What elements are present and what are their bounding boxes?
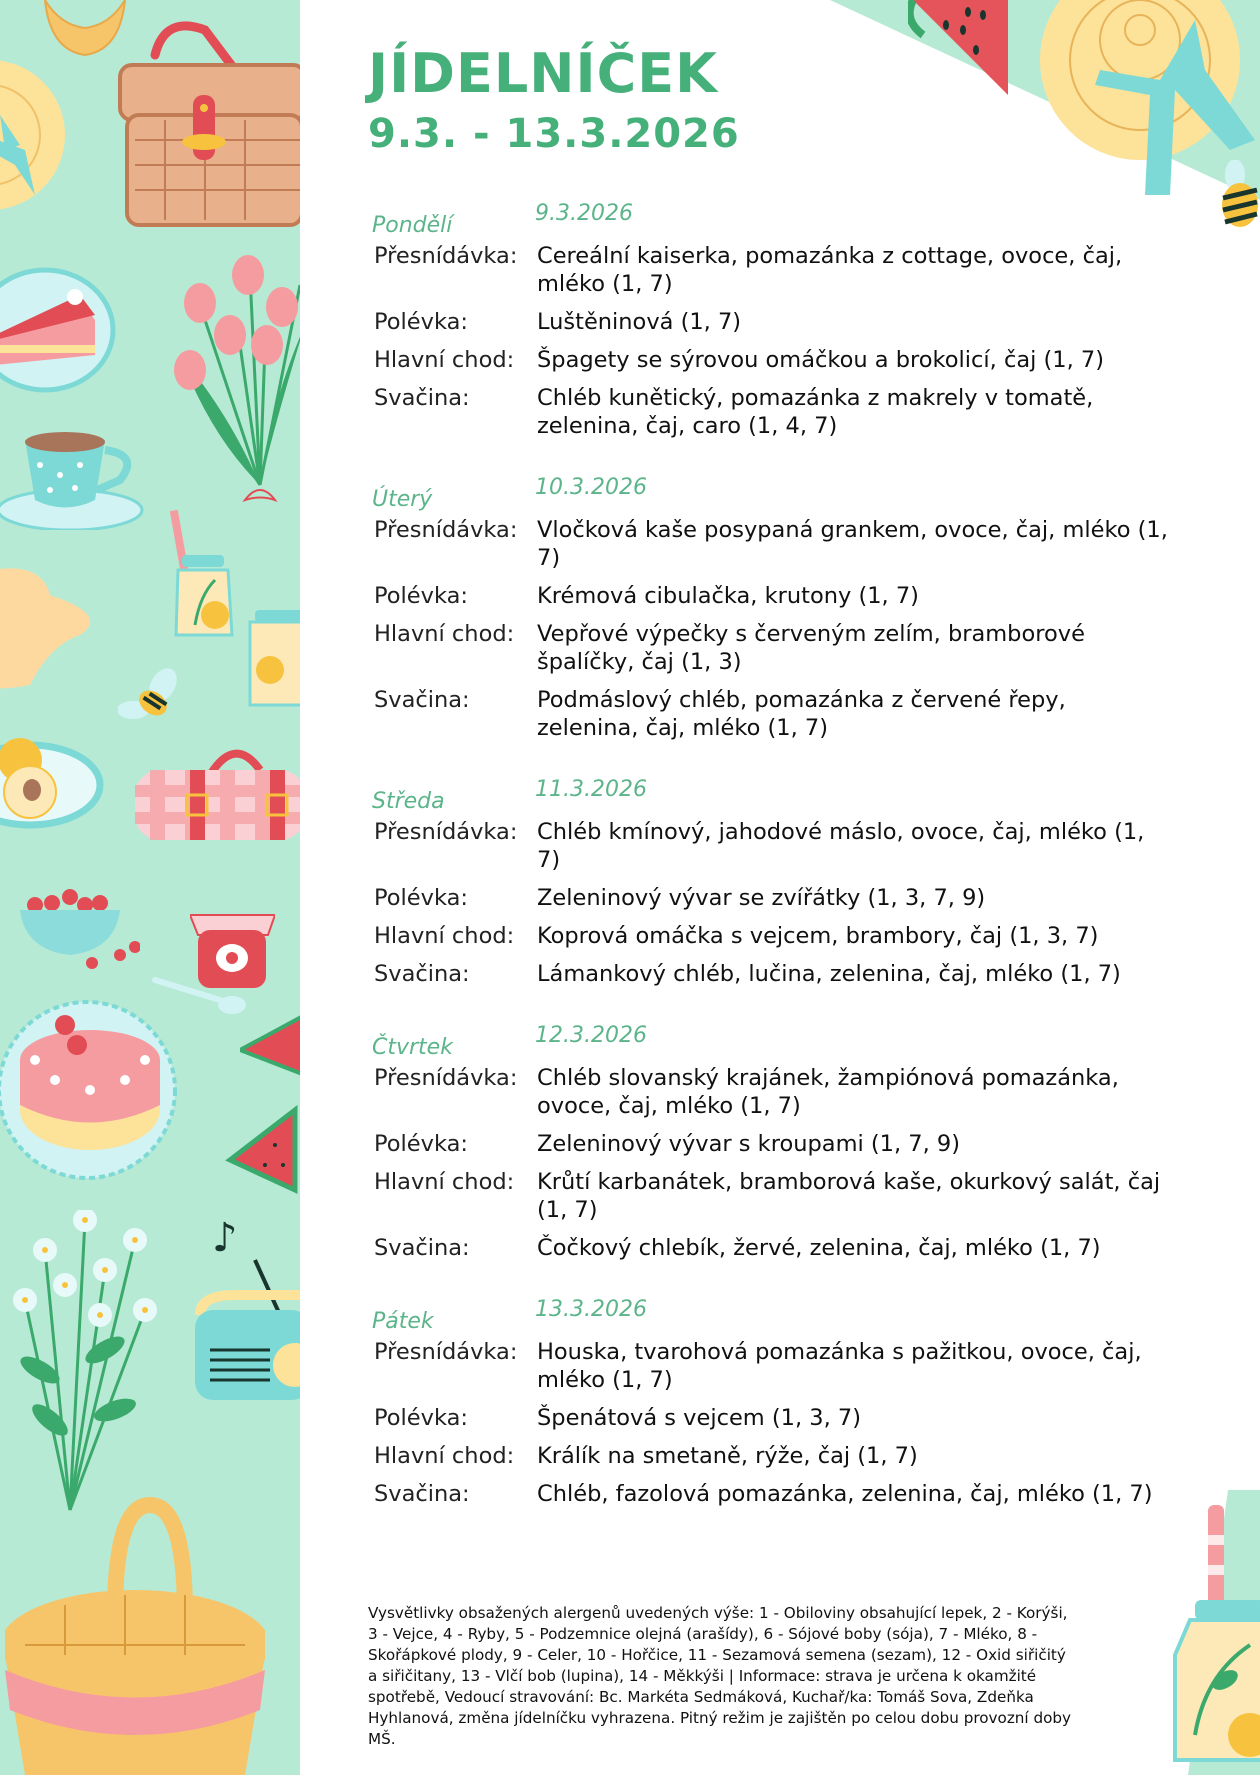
- meal-text: Koprová omáčka s vejcem, brambory, čaj (1, 3, 7): [537, 923, 1099, 949]
- meal-label: Svačina:: [374, 1481, 470, 1507]
- picnic-blanket-icon: [135, 740, 300, 840]
- meal-label: Polévka:: [374, 309, 468, 335]
- picnic-basket-icon: [115, 10, 300, 230]
- meal-text: Chléb slovanský krajánek, žampiónová pomazánka, ovoce, čaj, mléko (1, 7): [537, 1065, 1119, 1119]
- picnic-basket-icon: [5, 1495, 265, 1775]
- date-range: 9.3. - 13.3.2026: [368, 111, 740, 157]
- straw-hat-icon: [0, 55, 70, 215]
- meal-label: Polévka:: [374, 1131, 468, 1157]
- peach-plate-icon: [0, 730, 110, 830]
- meal-text: Zeleninový vývar se zvířátky (1, 3, 7, 9): [537, 885, 986, 911]
- meal-label: Hlavní chod:: [374, 347, 515, 373]
- bee-icon: [1215, 160, 1260, 235]
- meal-label: Svačina:: [374, 1235, 470, 1261]
- meal-row: [368, 308, 1188, 336]
- day-monday: [368, 196, 1188, 440]
- meal-text: Lámankový chléb, lučina, zelenina, čaj, mléko (1, 7): [537, 961, 1121, 987]
- day-tuesday: [368, 470, 1188, 742]
- meal-label: Přesnídávka:: [374, 243, 518, 269]
- bread-loaf-icon: [0, 555, 120, 695]
- meal-row: [368, 1442, 1188, 1470]
- meal-row: [368, 960, 1188, 988]
- menu-content: [368, 40, 1188, 1538]
- decorative-sidebar: [0, 0, 300, 1775]
- meal-label: Přesnídávka:: [374, 819, 518, 845]
- meal-row: [368, 686, 1188, 742]
- meal-row: [368, 884, 1188, 912]
- meal-text: Králík na smetaně, rýže, čaj (1, 7): [537, 1443, 918, 1469]
- meal-text: Podmáslový chléb, pomazánka z červené řepy, zelenina, čaj, mléko (1, 7): [537, 687, 1066, 741]
- watermelon-icon: [240, 1015, 300, 1085]
- meal-text: Čočkový chlebík, žervé, zelenina, čaj, mléko (1, 7): [537, 1235, 1101, 1261]
- meal-row: [368, 922, 1188, 950]
- meal-text: Špagety se sýrovou omáčkou a brokolicí, čaj (1, 7): [537, 347, 1105, 373]
- radio-icon: [195, 1255, 300, 1405]
- meal-label: Hlavní chod:: [374, 621, 515, 647]
- meal-row: [368, 1480, 1188, 1508]
- tulips-icon: [170, 255, 300, 520]
- day-name: Úterý: [372, 487, 433, 512]
- meal-label: Hlavní chod:: [374, 1169, 515, 1195]
- meal-label: Svačina:: [374, 961, 470, 987]
- meal-text: Vepřové výpečky s červeným zelím, bramborové špalíčky, čaj (1, 3): [537, 621, 1085, 675]
- cake-slice-icon: [0, 265, 120, 395]
- day-name: Čtvrtek: [372, 1035, 453, 1060]
- music-note-icon: ♪: [212, 1215, 238, 1261]
- meal-label: Polévka:: [374, 885, 468, 911]
- meal-row: [368, 1338, 1188, 1394]
- meal-row: [368, 1064, 1188, 1120]
- meal-row: [368, 818, 1188, 874]
- meal-text: Luštěninová (1, 7): [537, 309, 742, 335]
- strawberry-cake-icon: [0, 1000, 180, 1180]
- meal-text: Houska, tvarohová pomazánka s pažitkou, ovoce, čaj, mléko (1, 7): [537, 1339, 1142, 1393]
- meal-label: Polévka:: [374, 583, 468, 609]
- meal-label: Přesnídávka:: [374, 1339, 518, 1365]
- meal-label: Přesnídávka:: [374, 1065, 518, 1091]
- meal-label: Svačina:: [374, 687, 470, 713]
- meal-label: Hlavní chod:: [374, 923, 515, 949]
- meal-text: Chléb kunětický, pomazánka z makrely v tomatě, zelenina, čaj, caro (1, 4, 7): [537, 385, 1094, 439]
- bee-icon: [118, 665, 183, 730]
- day-name: Pátek: [372, 1309, 434, 1334]
- meal-text: Špenátová s vejcem (1, 3, 7): [537, 1405, 861, 1431]
- meal-text: Krůtí karbanátek, bramborová kaše, okurkový salát, čaj (1, 7): [537, 1169, 1161, 1223]
- meal-label: Svačina:: [374, 385, 470, 411]
- meal-row: [368, 242, 1188, 298]
- meal-text: Zeleninový vývar s kroupami (1, 7, 9): [537, 1131, 960, 1157]
- meal-row: [368, 1234, 1188, 1262]
- meal-text: Chléb kmínový, jahodové máslo, ovoce, čaj, mléko (1, 7): [537, 819, 1145, 873]
- lemonade-jar-icon: [245, 600, 300, 710]
- lemonade-jar-icon: [1170, 1505, 1260, 1770]
- day-friday: [368, 1292, 1188, 1508]
- cherries-bowl-icon: [20, 865, 140, 975]
- tea-cup-icon: [0, 420, 145, 530]
- meal-row: [368, 582, 1188, 610]
- meal-row: [368, 384, 1188, 440]
- day-name: Pondělí: [372, 213, 453, 238]
- page-title: JÍDELNÍČEK: [368, 42, 718, 105]
- meal-text: Krémová cibulačka, krutony (1, 7): [537, 583, 919, 609]
- day-date: 13.3.2026: [535, 1297, 647, 1322]
- meal-row: [368, 516, 1188, 572]
- day-date: 11.3.2026: [535, 777, 647, 802]
- meal-label: Polévka:: [374, 1405, 468, 1431]
- meal-row: [368, 1404, 1188, 1432]
- allergen-footnote: Vysvětlivky obsažených alergenů uvedených výše: 1 - Obiloviny obsahující lepek, 2 - Korýši, 3 - Vejce, 4 - Ryby, 5 - Podzemnice olejná (arašídy), 6 - Sójové boby (sója), 7 - Mléko, 8 - Skořápkové plody, 9 - Celer, 10 - Hořčice, 11 - Sezamová semena (sezam), 12 - Oxid siřičitý a siřičitany, 13 - Vlčí bob (lupina), 14 - Měkkýši | Informace: strava je určena k okamžité spotřebě, Vedoucí stravování: Bc. Markéta Sedmáková, Kuchař/ka: Tomáš Sova, Zdeňka Hyhlanová, změna jídelníčku vyhrazena. Pitný režim je zajištěn po celou dobu provozní doby MŠ.: [368, 1604, 1072, 1748]
- meal-row: [368, 1168, 1188, 1224]
- meal-row: [368, 1130, 1188, 1158]
- meal-row: [368, 346, 1188, 374]
- day-thursday: [368, 1018, 1188, 1262]
- meal-text: Chléb, fazolová pomazánka, zelenina, čaj, mléko (1, 7): [537, 1481, 1153, 1507]
- daisy-bouquet-icon: [5, 1210, 160, 1530]
- day-wednesday: [368, 772, 1188, 988]
- day-date: 9.3.2026: [535, 201, 633, 226]
- meal-row: [368, 620, 1188, 676]
- day-date: 10.3.2026: [535, 475, 647, 500]
- day-name: Středa: [372, 789, 445, 814]
- meal-label: Přesnídávka:: [374, 517, 518, 543]
- day-date: 12.3.2026: [535, 1023, 647, 1048]
- lemonade-jar-icon: [170, 510, 240, 645]
- meal-text: Vločková kaše posypaná grankem, ovoce, čaj, mléko (1, 7): [537, 517, 1168, 571]
- meal-text: Cereální kaiserka, pomazánka z cottage, ovoce, čaj, mléko (1, 7): [537, 243, 1123, 297]
- watermelon-icon: [225, 1105, 300, 1195]
- meal-label: Hlavní chod:: [374, 1443, 515, 1469]
